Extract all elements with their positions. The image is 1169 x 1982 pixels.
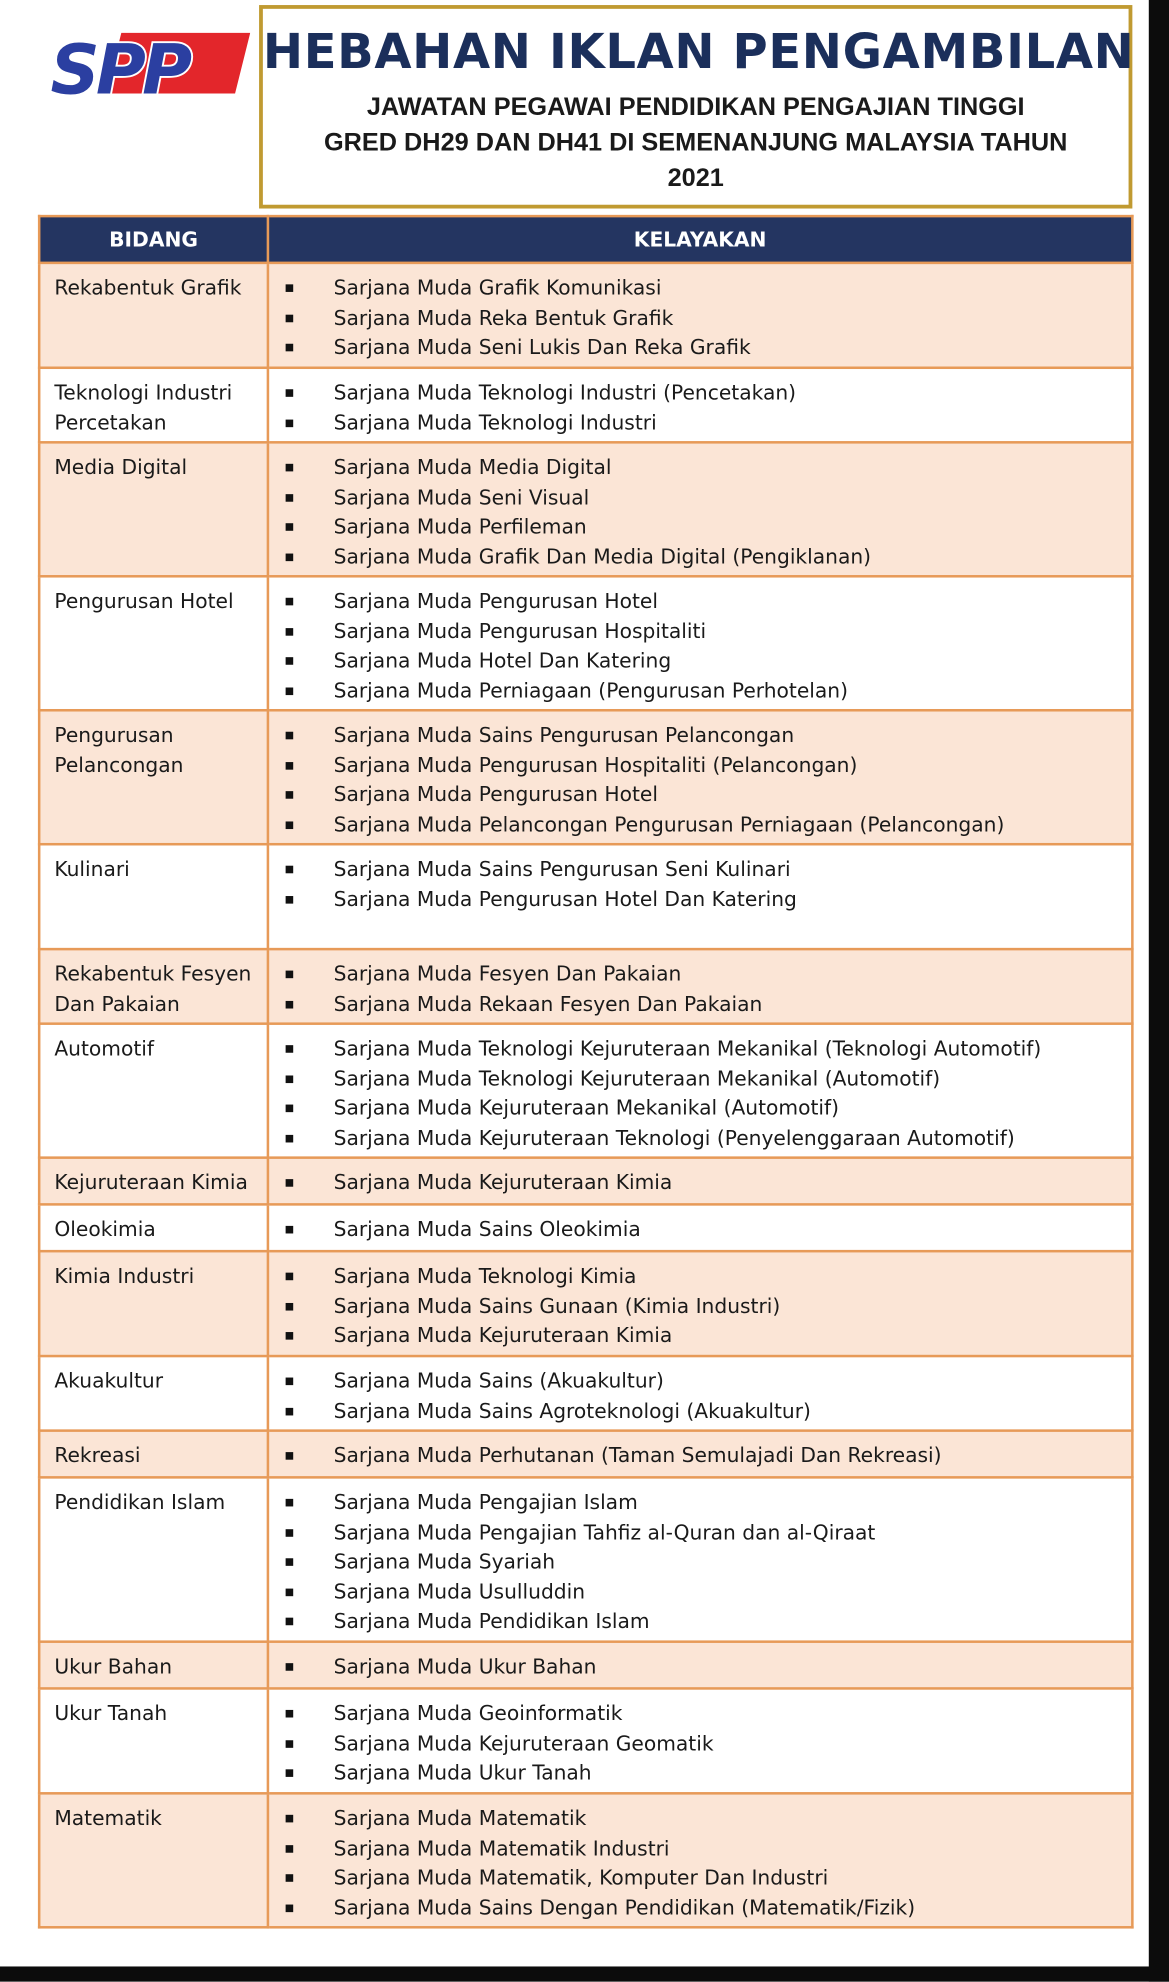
- bidang-cell: Rekabentuk Grafik: [39, 263, 268, 368]
- square-bullet-icon: [286, 1815, 294, 1823]
- table-row: [39, 368, 1132, 443]
- square-bullet-icon: [286, 657, 294, 665]
- right-edge-bar: [1149, 0, 1169, 1982]
- list-item: [282, 750, 1126, 780]
- list-item: [282, 1893, 1126, 1923]
- list-item: [282, 303, 1126, 333]
- qualification-text: Sarjana Muda Kejuruteraan Mekanikal (Automotif): [333, 1095, 840, 1120]
- bidang-cell: Automotif: [39, 1024, 268, 1158]
- qualification-text: Sarjana Muda Usulluddin: [333, 1579, 586, 1604]
- list-item: [282, 408, 1126, 438]
- qualification-text: Sarjana Muda Hotel Dan Katering: [333, 648, 672, 673]
- bidang-cell: Pendidikan Islam: [39, 1477, 268, 1641]
- square-bullet-icon: [286, 314, 294, 322]
- table-row: [39, 710, 1132, 844]
- qualification-text: Sarjana Muda Grafik Komunikasi: [333, 275, 662, 300]
- list-item: [282, 1803, 1126, 1833]
- kelayakan-cell: [268, 1793, 1132, 1927]
- square-bullet-icon: [286, 1302, 294, 1310]
- list-item: [282, 1577, 1126, 1607]
- qualification-text: Sarjana Muda Pengurusan Hotel: [333, 782, 658, 807]
- table-row: [39, 844, 1132, 949]
- qualification-text: Sarjana Muda Rekaan Fesyen Dan Pakaian: [333, 991, 763, 1016]
- table-row: [39, 949, 1132, 1024]
- list-item: [282, 720, 1126, 750]
- spp-logo: [48, 30, 250, 103]
- qualification-text: Sarjana Muda Sains Dengan Pendidikan (Matematik/Fizik): [333, 1895, 916, 1920]
- square-bullet-icon: [286, 761, 294, 769]
- table-row: [39, 442, 1132, 576]
- list-item: [282, 1168, 1126, 1198]
- square-bullet-icon: [286, 1179, 294, 1187]
- bidang-cell: Pengurusan Pelancongan: [39, 710, 268, 844]
- bidang-cell: Akuakultur: [39, 1356, 268, 1431]
- square-bullet-icon: [286, 1904, 294, 1912]
- kelayakan-list: [282, 1652, 1126, 1682]
- list-item: [282, 542, 1126, 572]
- kelayakan-list: [282, 1366, 1126, 1425]
- list-item: [282, 1699, 1126, 1729]
- kelayakan-cell: [268, 263, 1132, 368]
- square-bullet-icon: [286, 1134, 294, 1142]
- list-item: [282, 273, 1126, 303]
- kelayakan-list: [282, 720, 1126, 839]
- square-bullet-icon: [286, 1769, 294, 1777]
- table-row: [39, 1642, 1132, 1689]
- table-row: [39, 1688, 1132, 1793]
- list-item: [282, 1215, 1126, 1245]
- qualification-text: Sarjana Muda Ukur Bahan: [333, 1654, 597, 1679]
- table-row: [39, 1356, 1132, 1431]
- list-item: [282, 586, 1126, 616]
- kelayakan-list: [282, 1487, 1126, 1635]
- table-row: [39, 1251, 1132, 1356]
- table-row: [39, 576, 1132, 710]
- qualification-text: Sarjana Muda Fesyen Dan Pakaian: [333, 961, 682, 986]
- kelayakan-cell: [268, 710, 1132, 844]
- bidang-cell: Kimia Industri: [39, 1251, 268, 1356]
- list-item: [282, 1728, 1126, 1758]
- kelayakan-cell: [268, 1642, 1132, 1689]
- table-row: [39, 1024, 1132, 1158]
- kelayakan-cell: [268, 1158, 1132, 1205]
- bidang-cell: Rekabentuk Fesyen Dan Pakaian: [39, 949, 268, 1024]
- table-body: [39, 263, 1132, 1927]
- qualification-text: Sarjana Muda Seni Visual: [333, 484, 590, 509]
- square-bullet-icon: [286, 1226, 294, 1234]
- kelayakan-list: [282, 273, 1126, 362]
- square-bullet-icon: [286, 344, 294, 352]
- square-bullet-icon: [286, 627, 294, 635]
- list-item: [282, 1034, 1126, 1064]
- kelayakan-cell: [268, 1204, 1132, 1251]
- page-title: HEBAHAN IKLAN PENGAMBILAN: [262, 24, 1135, 80]
- list-item: [282, 1291, 1126, 1321]
- kelayakan-list: [282, 378, 1126, 437]
- square-bullet-icon: [286, 687, 294, 695]
- qualification-text: Sarjana Muda Teknologi Industri: [333, 410, 657, 435]
- qualification-text: Sarjana Muda Matematik: [333, 1805, 587, 1830]
- kelayakan-list: [282, 1168, 1126, 1198]
- list-item: [282, 1123, 1126, 1153]
- list-item: [282, 512, 1126, 542]
- square-bullet-icon: [286, 1273, 294, 1281]
- qualification-text: Sarjana Muda Pengurusan Hotel: [333, 588, 658, 613]
- kelayakan-list: [282, 452, 1126, 571]
- bidang-cell: Ukur Bahan: [39, 1642, 268, 1689]
- square-bullet-icon: [286, 1529, 294, 1537]
- table-row: [39, 263, 1132, 368]
- list-item: [282, 809, 1126, 839]
- kelayakan-list: [282, 1699, 1126, 1788]
- logo-text: SPP: [50, 31, 189, 104]
- qualification-text: Sarjana Muda Sains Pengurusan Seni Kulinari: [333, 856, 791, 881]
- qualification-text: Sarjana Muda Matematik Industri: [333, 1835, 670, 1860]
- subtitle-line-1: JAWATAN PEGAWAI PENDIDIKAN PENGAJIAN TINGGI: [366, 93, 1025, 122]
- square-bullet-icon: [286, 971, 294, 979]
- kelayakan-cell: [268, 844, 1132, 949]
- bidang-cell: Media Digital: [39, 442, 268, 576]
- kelayakan-list: [282, 1034, 1126, 1153]
- square-bullet-icon: [286, 1000, 294, 1008]
- qualification-text: Sarjana Muda Kejuruteraan Teknologi (Penyelenggaraan Automotif): [333, 1125, 1015, 1150]
- list-item: [282, 378, 1126, 408]
- qualification-text: Sarjana Muda Ukur Tanah: [333, 1760, 592, 1785]
- kelayakan-cell: [268, 1024, 1132, 1158]
- kelayakan-list: [282, 1261, 1126, 1350]
- kelayakan-cell: [268, 1477, 1132, 1641]
- column-header-kelayakan: KELAYAKAN: [268, 216, 1132, 263]
- qualification-text: Sarjana Muda Geoinformatik: [333, 1701, 623, 1726]
- qualification-text: Sarjana Muda Pengajian Islam: [333, 1490, 638, 1515]
- column-header-bidang: BIDANG: [39, 216, 268, 263]
- table-header-row: [39, 216, 1132, 263]
- square-bullet-icon: [286, 1105, 294, 1113]
- kelayakan-cell: [268, 1688, 1132, 1793]
- qualification-text: Sarjana Muda Sains Oleokimia: [333, 1217, 641, 1242]
- bidang-cell: Oleokimia: [39, 1204, 268, 1251]
- square-bullet-icon: [286, 523, 294, 531]
- list-item: [282, 1652, 1126, 1682]
- square-bullet-icon: [286, 1588, 294, 1596]
- square-bullet-icon: [286, 866, 294, 874]
- qualification-text: Sarjana Muda Syariah: [333, 1549, 556, 1574]
- square-bullet-icon: [286, 464, 294, 472]
- square-bullet-icon: [286, 1045, 294, 1053]
- kelayakan-list: [282, 1803, 1126, 1922]
- table-row: [39, 1158, 1132, 1205]
- qualification-text: Sarjana Muda Media Digital: [333, 454, 612, 479]
- list-item: [282, 1606, 1126, 1636]
- subtitle-line-3: 2021: [667, 164, 724, 193]
- qualification-text: Sarjana Muda Sains Agroteknologi (Akuakultur): [333, 1398, 811, 1423]
- qualification-text: Sarjana Muda Kejuruteraan Kimia: [333, 1170, 673, 1195]
- bidang-cell: Kejuruteraan Kimia: [39, 1158, 268, 1205]
- list-item: [282, 452, 1126, 482]
- list-item: [282, 1093, 1126, 1123]
- square-bullet-icon: [286, 1075, 294, 1083]
- table-row: [39, 1477, 1132, 1641]
- qualification-text: Sarjana Muda Perhutanan (Taman Semulajadi Dan Rekreasi): [333, 1443, 942, 1468]
- list-item: [282, 1517, 1126, 1547]
- square-bullet-icon: [286, 1710, 294, 1718]
- table-row: [39, 1204, 1132, 1251]
- list-item: [282, 1547, 1126, 1577]
- list-item: [282, 1758, 1126, 1788]
- qualification-text: Sarjana Muda Pelancongan Pengurusan Perniagaan (Pelancongan): [333, 811, 1005, 837]
- square-bullet-icon: [286, 419, 294, 427]
- square-bullet-icon: [286, 1378, 294, 1386]
- square-bullet-icon: [286, 732, 294, 740]
- subtitle-line-2: GRED DH29 DAN DH41 DI SEMENANJUNG MALAYSIA TAHUN: [324, 128, 1068, 157]
- square-bullet-icon: [286, 895, 294, 903]
- qualification-text: Sarjana Muda Reka Bentuk Grafik: [333, 305, 674, 330]
- kelayakan-list: [282, 586, 1126, 705]
- list-item: [282, 884, 1126, 914]
- bidang-cell: Matematik: [39, 1793, 268, 1927]
- list-item: [282, 780, 1126, 810]
- kelayakan-cell: [268, 1356, 1132, 1431]
- square-bullet-icon: [286, 1663, 294, 1671]
- list-item: [282, 989, 1126, 1019]
- qualification-text: Sarjana Muda Pengurusan Hotel Dan Katering: [333, 886, 797, 911]
- square-bullet-icon: [286, 598, 294, 606]
- bidang-cell: Pengurusan Hotel: [39, 576, 268, 710]
- list-item: [282, 1487, 1126, 1517]
- kelayakan-cell: [268, 442, 1132, 576]
- qualification-text: Sarjana Muda Sains Pengurusan Pelancongan: [333, 722, 795, 747]
- qualifications-table: [38, 215, 1134, 1929]
- list-item: [282, 1863, 1126, 1893]
- bottom-edge-bar: [0, 1966, 1169, 1981]
- square-bullet-icon: [286, 1332, 294, 1340]
- square-bullet-icon: [286, 1740, 294, 1748]
- kelayakan-cell: [268, 576, 1132, 710]
- kelayakan-list: [282, 1441, 1126, 1471]
- square-bullet-icon: [286, 1618, 294, 1626]
- square-bullet-icon: [286, 494, 294, 502]
- qualification-text: Sarjana Muda Kejuruteraan Geomatik: [333, 1730, 714, 1755]
- table-row: [39, 1431, 1132, 1478]
- list-item: [282, 1366, 1126, 1396]
- list-item: [282, 646, 1126, 676]
- spp-logo-mark: [48, 30, 250, 103]
- qualification-text: Sarjana Muda Grafik Dan Media Digital (Pengiklanan): [333, 544, 872, 569]
- square-bullet-icon: [286, 1874, 294, 1882]
- list-item: [282, 332, 1126, 362]
- list-item: [282, 1441, 1126, 1471]
- square-bullet-icon: [286, 1845, 294, 1853]
- square-bullet-icon: [286, 389, 294, 397]
- kelayakan-cell: [268, 1431, 1132, 1478]
- list-item: [282, 676, 1126, 706]
- qualification-text: Sarjana Muda Kejuruteraan Kimia: [333, 1323, 673, 1348]
- qualification-text: Sarjana Muda Pengurusan Hospitaliti: [333, 618, 707, 643]
- table-row: [39, 1793, 1132, 1927]
- square-bullet-icon: [286, 1407, 294, 1415]
- qualification-text: Sarjana Muda Sains (Akuakultur): [333, 1368, 664, 1393]
- list-item: [282, 1063, 1126, 1093]
- list-item: [282, 1261, 1126, 1291]
- qualification-text: Sarjana Muda Teknologi Industri (Pencetakan): [333, 380, 797, 405]
- qualification-text: Sarjana Muda Teknologi Kejuruteraan Mekanikal (Automotif): [333, 1066, 941, 1091]
- qualification-text: Sarjana Muda Seni Lukis Dan Reka Grafik: [333, 334, 751, 359]
- list-item: [282, 1321, 1126, 1351]
- qualification-text: Sarjana Muda Perfileman: [333, 514, 587, 539]
- qualification-text: Sarjana Muda Matematik, Komputer Dan Industri: [333, 1865, 829, 1890]
- qualification-text: Sarjana Muda Teknologi Kejuruteraan Mekanikal (Teknologi Automotif): [333, 1036, 1042, 1061]
- list-item: [282, 1396, 1126, 1426]
- bidang-cell: Ukur Tanah: [39, 1688, 268, 1793]
- kelayakan-cell: [268, 949, 1132, 1024]
- title-box: [259, 5, 1135, 208]
- kelayakan-list: [282, 854, 1126, 913]
- bidang-cell: Teknologi Industri Percetakan: [39, 368, 268, 443]
- square-bullet-icon: [286, 553, 294, 561]
- kelayakan-cell: [268, 368, 1132, 443]
- list-item: [282, 616, 1126, 646]
- list-item: [282, 482, 1126, 512]
- list-item: [282, 959, 1126, 989]
- list-item: [282, 1833, 1126, 1863]
- square-bullet-icon: [286, 1452, 294, 1460]
- qualification-text: Sarjana Muda Teknologi Kimia: [333, 1263, 637, 1288]
- qualification-text: Sarjana Muda Pendidikan Islam: [333, 1608, 650, 1633]
- qualification-text: Sarjana Muda Perniagaan (Pengurusan Perhotelan): [333, 678, 849, 703]
- bidang-cell: Rekreasi: [39, 1431, 268, 1478]
- square-bullet-icon: [286, 1558, 294, 1566]
- qualification-text: Sarjana Muda Pengurusan Hospitaliti (Pelancongan): [333, 752, 858, 777]
- qualification-text: Sarjana Muda Pengajian Tahfiz al-Quran dan al-Qiraat: [333, 1519, 876, 1544]
- square-bullet-icon: [286, 284, 294, 292]
- kelayakan-list: [282, 1215, 1126, 1245]
- kelayakan-list: [282, 959, 1126, 1018]
- square-bullet-icon: [286, 791, 294, 799]
- kelayakan-cell: [268, 1251, 1132, 1356]
- bidang-cell: Kulinari: [39, 844, 268, 949]
- square-bullet-icon: [286, 1499, 294, 1507]
- square-bullet-icon: [286, 821, 294, 829]
- qualification-text: Sarjana Muda Sains Gunaan (Kimia Industri): [333, 1293, 781, 1318]
- list-item: [282, 854, 1126, 884]
